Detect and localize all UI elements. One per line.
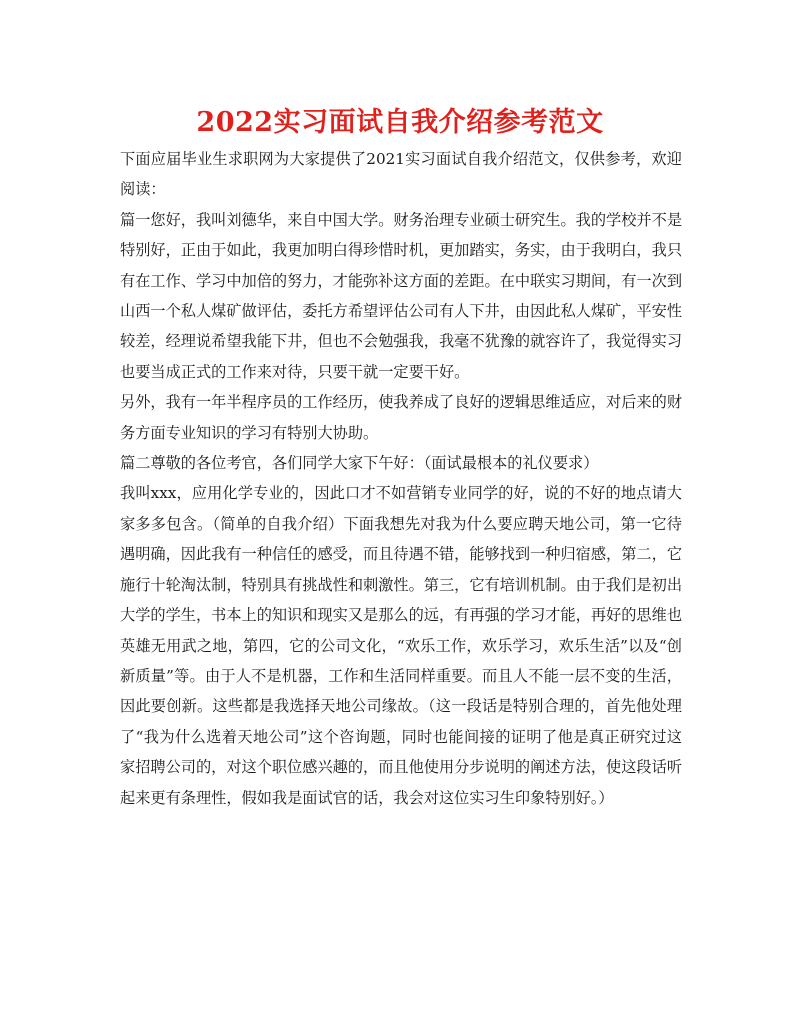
intro-paragraph: 下面应届毕业生求职网为大家提供了2021实习面试自我介绍范文，仅供参考，欢迎阅读： [120, 150, 682, 199]
sample-one-paragraph: 篇一您好，我叫刘德华，来自中国大学。财务治理专业硕士研究生。我的学校并不是特别好，正由于如此，我更加明白得珍惜时机，更加踏实，务实，由于我明白，我只有在工作、学习中加倍的努力，才能弥补这方面的差距。在中联实习期间，有一次到山西一个私人煤矿做评估，委托方希望评估公司有人下井，由因此私人煤矿，平安性较差，经理说希望我能下井，但也不会勉强我，我毫不犹豫的就容许了，我觉得实习也要当成正式的工作来对待，只要干就一定要干好。 [120, 210, 682, 381]
sample-two-heading-paragraph: 篇二尊敬的各位考官，各们同学大家下午好：（面试最根本的礼仪要求） [120, 454, 599, 473]
document-title: 2022实习面试自我介绍参考范文 [196, 107, 604, 138]
document-body [120, 144, 682, 813]
sample-two-paragraph: 我叫xxx，应用化学专业的，因此口才不如营销专业同学的好，说的不好的地点请大家多多包含。（简单的自我介绍）下面我想先对我为什么要应聘天地公司，第一它待遇明确，因此我有一种信任的感受，而且待遇不错，能够找到一种归宿感，第二，它施行十轮淘汰制，特别具有挑战性和刺激性。第三，它有培训机制。由于我们是初出大学的学生，书本上的知识和现实又是那么的远，有再强的学习才能，再好的思维也英雄无用武之地，第四，它的公司文化，“欢乐工作，欢乐学习，欢乐生活”以及“创新质量”等。由于人不是机器，工作和生活同样重要。而且人不能一层不变的生活，因此要创新。这些都是我选择天地公司缘故。（这一段话是特别合理的，首先他处理了“我为什么选着天地公司”这个咨询题，同时也能间接的证明了他是真正研究过这家招聘公司的，对这个职位感兴趣的，而且他使用分步说明的阐述方法，使这段话听起来更有条理性，假如我是面试官的话，我会对这位实习生印象特别好。） [120, 484, 682, 807]
sample-one-extra-paragraph: 另外，我有一年半程序员的工作经历，使我养成了良好的逻辑思维适应，对后来的财务方面专业知识的学习有特别大协助。 [120, 393, 682, 442]
